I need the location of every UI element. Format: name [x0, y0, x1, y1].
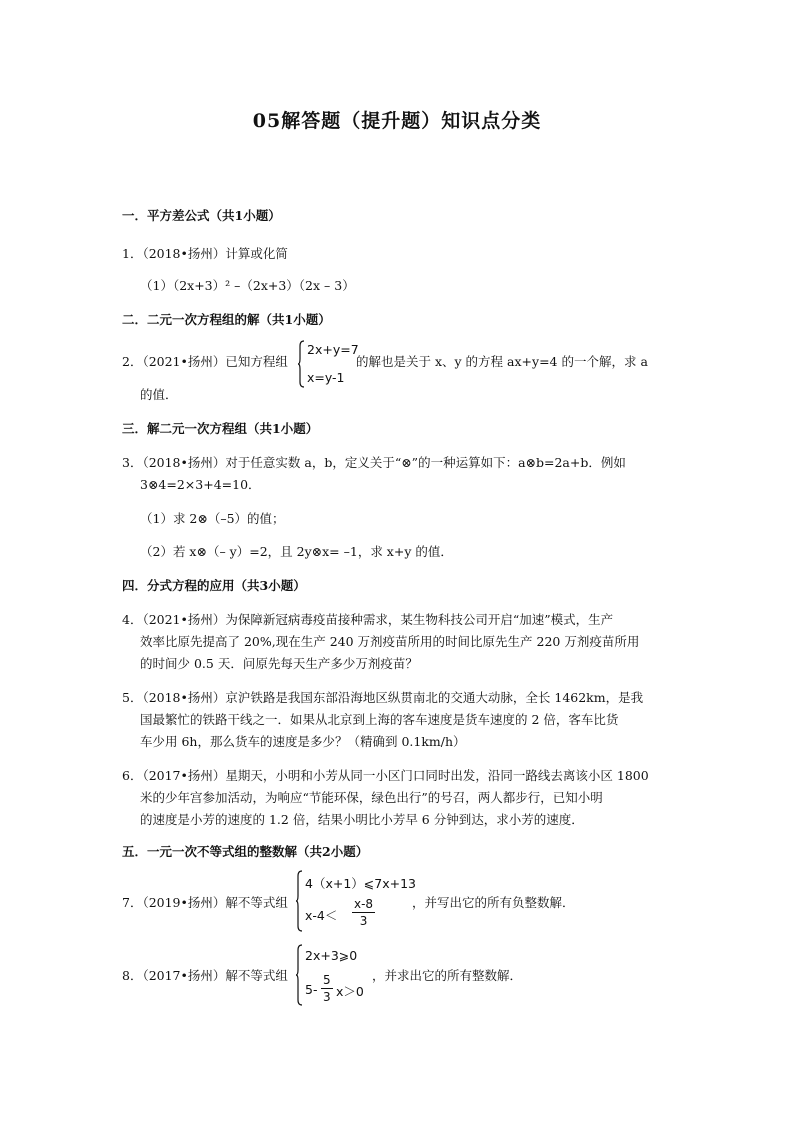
q8-eq2-left: 5-	[305, 982, 318, 997]
brace-icon	[298, 340, 305, 388]
section-heading-5: 五．一元一次不等式组的整数解（共2小题）	[122, 844, 369, 859]
q4-line1: 4．（2021•扬州）为保障新冠病毒疫苗接种需求，某生物科技公司开启“加速”模式，生产	[122, 612, 614, 627]
q5-line2: 国最繁忙的铁路干线之一．如果从北京到上海的客车速度是货车速度的 2 倍，客车比货	[140, 712, 619, 727]
q5-line3: 车少用 6h，那么货车的速度是多少？（精确到 0.1km/h）	[140, 734, 466, 749]
brace-icon	[296, 944, 303, 1006]
q7-fraction-numerator: x-8	[354, 897, 374, 911]
q8-fraction	[321, 973, 333, 1004]
q4-line3: 的时间少 0.5 天．问原先每天生产多少万剂疫苗？	[140, 656, 418, 671]
q8-prefix: 8．（2017•扬州）解不等式组	[122, 968, 288, 983]
q2-eq2: x=y-1	[307, 370, 345, 385]
brace-icon	[296, 870, 303, 932]
q2-prefix: 2．（2021•扬州）已知方程组	[122, 354, 288, 369]
q3-line1: 3．（2018•扬州）对于任意实数 a，b，定义关于“⊗”的一种运算如下：a⊗b=2a+b．例如	[122, 455, 626, 470]
q6-line2: 米的少年宫参加活动，为响应“节能环保，绿色出行”的号召，两人都步行，已知小明	[140, 790, 603, 805]
q4-line2: 效率比原先提高了 20%,现在生产 240 万剂疫苗所用的时间比原先生产 220 万剂疫苗所用	[140, 634, 640, 649]
q7-prefix: 7．（2019•扬州）解不等式组	[122, 895, 288, 910]
q7-inequality-system	[296, 870, 416, 932]
q7-suffix: ，并写出它的所有负整数解．	[412, 895, 575, 910]
q8-fraction-numerator: 5	[323, 973, 331, 987]
section-heading-4: 四．分式方程的应用（共3小题）	[122, 578, 306, 593]
q2-suffix: 的解也是关于 x、y 的方程 ax+y=4 的一个解，求 a	[356, 354, 648, 369]
q8-eq2-right: x＞0	[336, 984, 364, 999]
q6-line1: 6．（2017•扬州）星期天，小明和小芳从同一小区门口同时出发，沿同一路线去离该小区 1800	[122, 768, 649, 783]
q6-line3: 的速度是小芳的速度的 1.2 倍，结果小明比小芳早 6 分钟到达，求小芳的速度．	[140, 812, 584, 827]
q8-fraction-denominator: 3	[323, 990, 331, 1004]
q8-inequality-system	[296, 944, 376, 1006]
page-title: 05解答题（提升题）知识点分类	[252, 110, 542, 132]
section-heading-2: 二．二元一次方程组的解（共1小题）	[122, 312, 331, 327]
q1-stem: 1．（2018•扬州）计算或化简	[122, 246, 288, 261]
q3-line2: 3⊗4=2×3+4=10．	[140, 477, 261, 492]
q8-eq1: 2x+3⩾0	[305, 948, 358, 963]
q7-eq2-left: x-4＜	[305, 908, 338, 923]
section-heading-1: 一．平方差公式（共1小题）	[122, 208, 281, 223]
q2-eq1: 2x+y=7	[307, 342, 359, 357]
q7-eq1: 4（x+1）⩽7x+13	[305, 876, 416, 891]
q7-fraction	[352, 897, 375, 928]
q3-part1: （1）求 2⊗（–5）的值；	[140, 511, 285, 526]
section-heading-3: 三．解二元一次方程组（共1小题）	[122, 421, 319, 436]
q2-line2: 的值．	[140, 387, 178, 402]
q1-part1: （1）（2x+3）² –（2x+3）（2x – 3）	[140, 278, 355, 293]
q3-part2: （2）若 x⊗（– y）=2，且 2y⊗x= –1，求 x+y 的值．	[140, 544, 453, 559]
q7-fraction-denominator: 3	[359, 914, 368, 928]
q8-suffix: ，并求出它的所有整数解．	[372, 968, 523, 983]
q2-equation-system	[298, 340, 358, 388]
q5-line1: 5．（2018•扬州）京沪铁路是我国东部沿海地区纵贯南北的交通大动脉，全长 1462km，是我	[122, 690, 644, 705]
